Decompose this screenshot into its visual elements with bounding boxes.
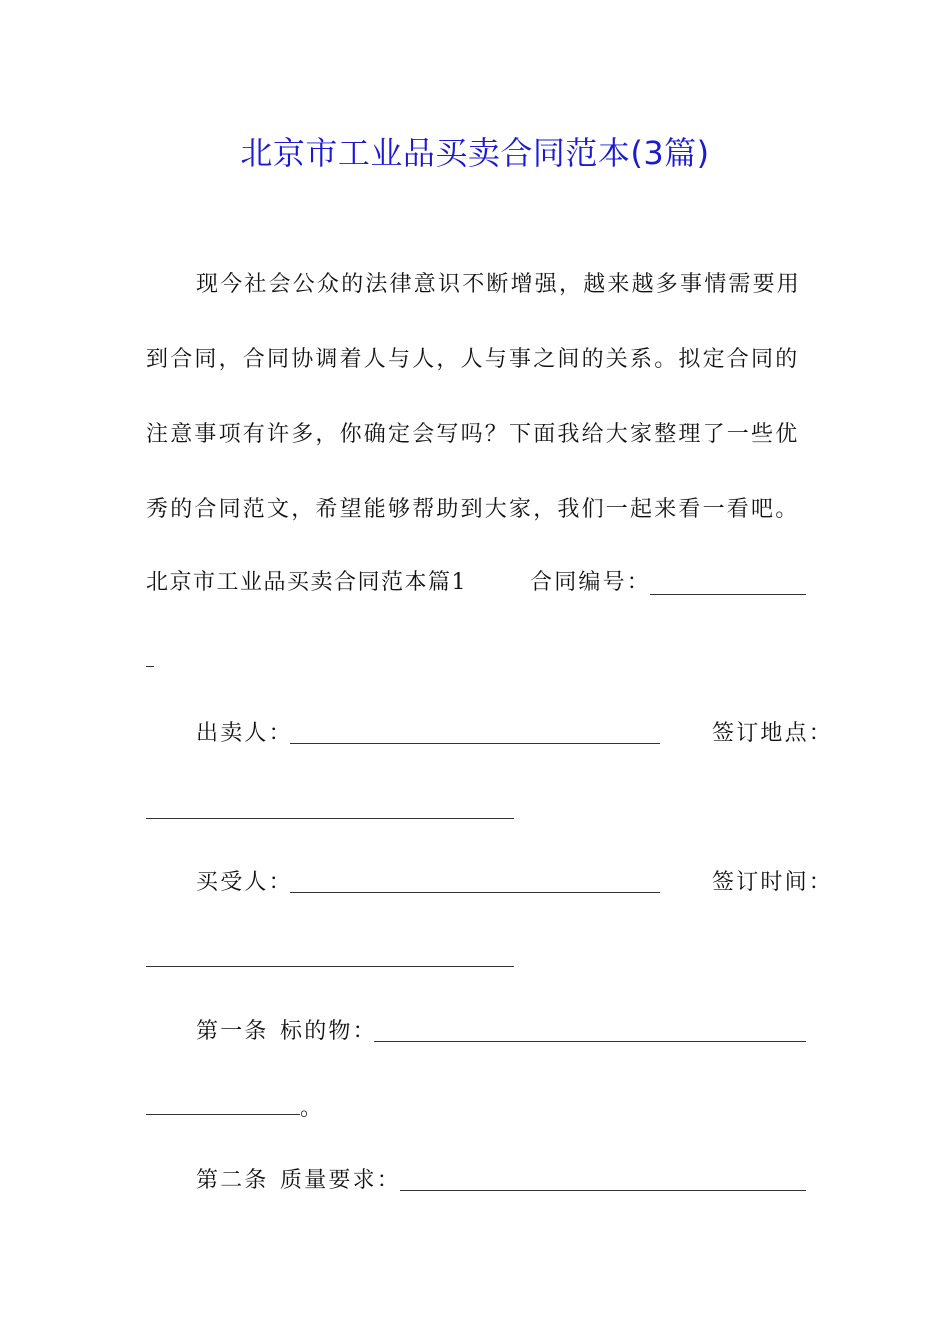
buyer-blank [290,892,660,893]
article1-item: 标的物： [280,1019,377,1044]
sign-time-blank [146,966,514,967]
sign-place-blank [146,818,514,819]
contract-no-blank [650,594,806,595]
seller-label: 出卖人： [196,721,293,746]
article2-label: 第二条 [196,1168,269,1193]
intro-line-2: 到合同，合同协调着人与人，人与事之间的关系。拟定合同的 [146,347,800,372]
sign-time-label: 签订时间： [712,870,834,895]
intro-line-4: 秀的合同范文，希望能够帮助到大家，我们一起来看一看吧。 [146,497,800,522]
article2-item: 质量要求： [280,1168,402,1193]
contract-no-blank-cont [146,666,154,667]
contract-no-label: 合同编号： [530,570,652,595]
seller-blank [290,743,660,744]
intro-line-1: 现今社会公众的法律意识不断增强，越来越多事情需要用 [196,272,802,297]
section1-heading: 北京市工业品买卖合同范本篇1 [146,570,467,595]
article1-blank [374,1041,806,1042]
buyer-label: 买受人： [196,870,293,895]
document-title: 北京市工业品买卖合同范本(3篇) [240,134,710,172]
article1-label: 第一条 [196,1019,269,1044]
article2-blank [400,1190,806,1191]
article1-blank-cont [146,1114,300,1115]
intro-line-3: 注意事项有许多，你确定会写吗？下面我给大家整理了一些优 [146,422,800,447]
sign-place-label: 签订地点： [712,721,834,746]
article1-end: 。 [300,1096,325,1121]
